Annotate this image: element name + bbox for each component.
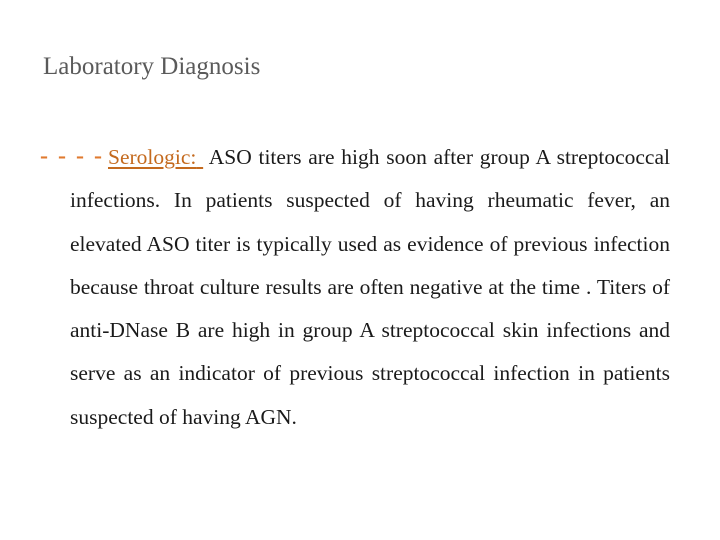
slide-title: Laboratory Diagnosis	[43, 53, 261, 80]
body-paragraph	[70, 136, 670, 439]
paragraph-text: ASO titers are high soon after group A streptococcal infections. In patients suspected of having rheumatic fever, an elevated ASO titer is typically used as evidence of previous infection because throat culture results are often negative at the time . Titers of anti-DNase B are high in group A streptococcal skin infections and serve as an indicator of previous streptococcal infection in patients suspected of having AGN.	[70, 145, 670, 429]
bullet-marker: - - - -	[40, 143, 104, 169]
serologic-label: Serologic:	[108, 145, 197, 169]
